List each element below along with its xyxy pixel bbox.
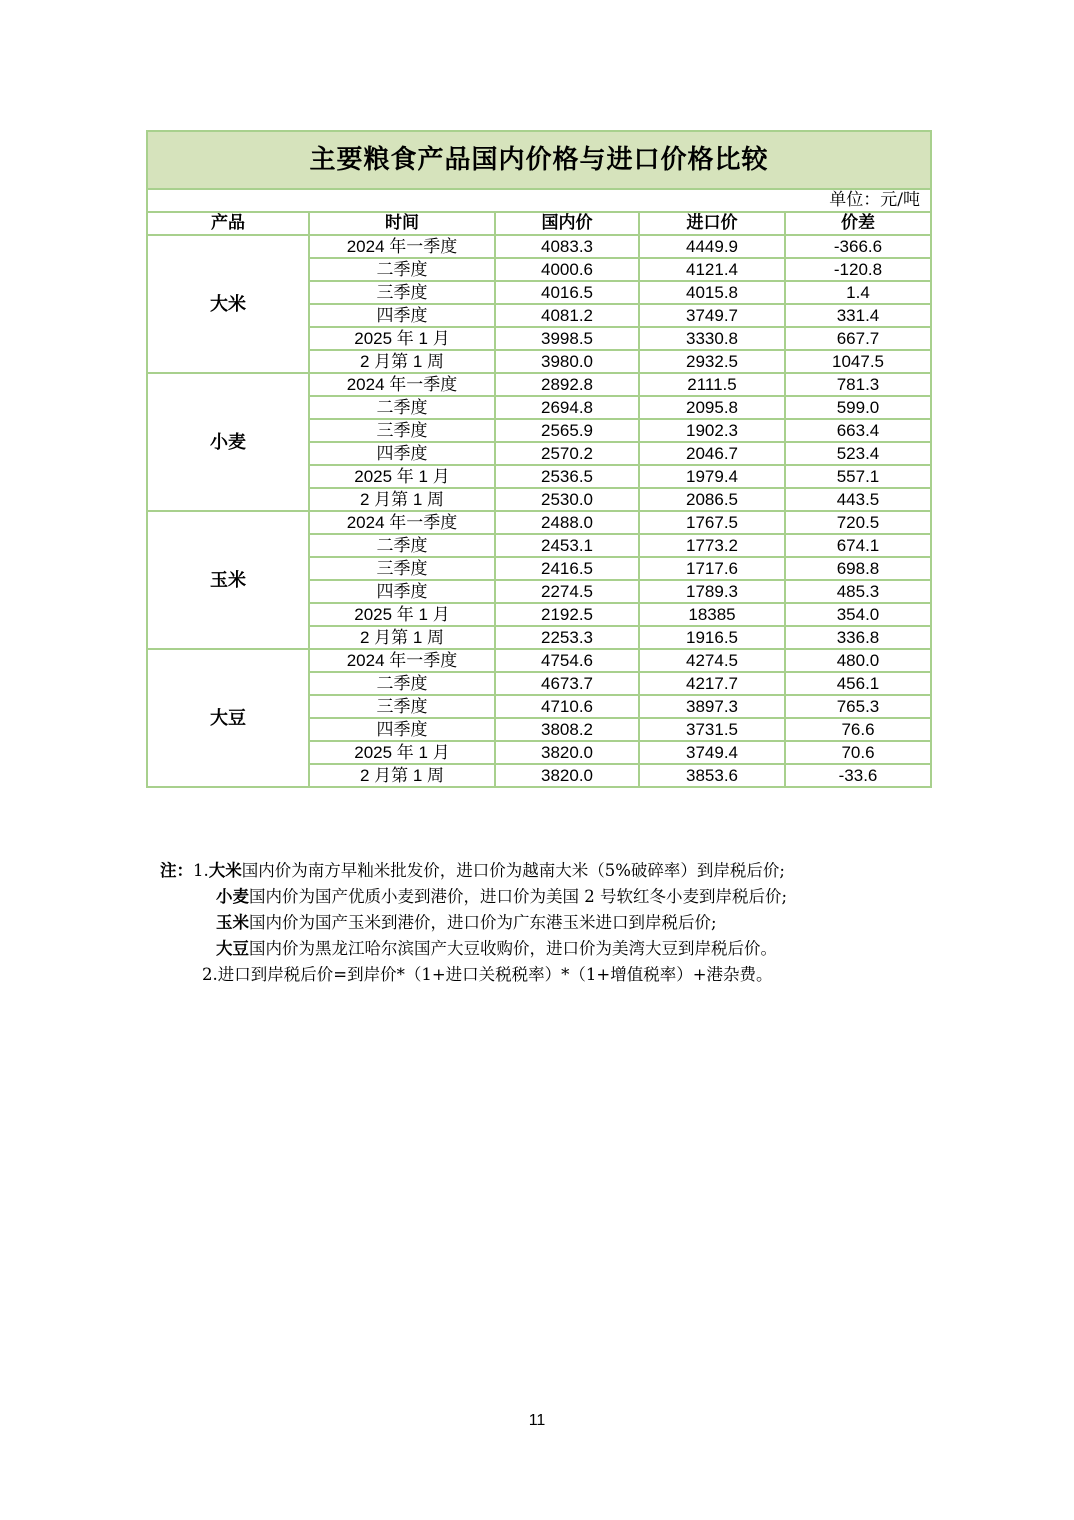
price-diff-cell: 663.4 bbox=[785, 419, 931, 442]
page-number: 11 bbox=[528, 1412, 546, 1429]
domestic-price-cell: 2565.9 bbox=[495, 419, 639, 442]
note-line-4 bbox=[160, 936, 940, 962]
import-price-cell: 2111.5 bbox=[639, 373, 785, 396]
time-cell: 四季度 bbox=[309, 304, 495, 327]
notes-section bbox=[160, 858, 940, 988]
time-cell: 2 月第 1 周 bbox=[309, 626, 495, 649]
import-price-cell: 2086.5 bbox=[639, 488, 785, 511]
domestic-price-cell: 3998.5 bbox=[495, 327, 639, 350]
note-1-number: 1. bbox=[193, 861, 209, 880]
import-price-cell: 1717.6 bbox=[639, 557, 785, 580]
domestic-price-cell: 2570.2 bbox=[495, 442, 639, 465]
domestic-price-cell: 4083.3 bbox=[495, 235, 639, 258]
time-cell: 三季度 bbox=[309, 695, 495, 718]
notes-label: 注： bbox=[160, 861, 193, 880]
price-diff-cell: -366.6 bbox=[785, 235, 931, 258]
price-diff-cell: 456.1 bbox=[785, 672, 931, 695]
price-diff-cell: 523.4 bbox=[785, 442, 931, 465]
domestic-price-cell: 2192.5 bbox=[495, 603, 639, 626]
time-cell: 2 月第 1 周 bbox=[309, 350, 495, 373]
time-cell: 2024 年一季度 bbox=[309, 649, 495, 672]
import-price-cell: 4274.5 bbox=[639, 649, 785, 672]
import-price-cell: 2046.7 bbox=[639, 442, 785, 465]
note-rice-text: 国内价为南方早籼米批发价，进口价为越南大米（5%破碎率）到岸税后价; bbox=[241, 861, 785, 880]
note-line-3 bbox=[160, 910, 940, 936]
table-title: 主要粮食产品国内价格与进口价格比较 bbox=[147, 131, 931, 189]
price-diff-cell: 443.5 bbox=[785, 488, 931, 511]
price-diff-cell: 480.0 bbox=[785, 649, 931, 672]
note-soybean-label: 大豆 bbox=[216, 939, 249, 958]
header-product: 产品 bbox=[147, 212, 309, 235]
import-price-cell: 4449.9 bbox=[639, 235, 785, 258]
unit-label: 单位：元/吨 bbox=[147, 189, 931, 212]
time-cell: 2025 年 1 月 bbox=[309, 327, 495, 350]
header-row bbox=[147, 212, 931, 235]
import-price-cell: 1902.3 bbox=[639, 419, 785, 442]
product-cell: 玉米 bbox=[147, 511, 309, 649]
table-body bbox=[147, 235, 931, 787]
import-price-cell: 1767.5 bbox=[639, 511, 785, 534]
domestic-price-cell: 2536.5 bbox=[495, 465, 639, 488]
import-price-cell: 4217.7 bbox=[639, 672, 785, 695]
domestic-price-cell: 2892.8 bbox=[495, 373, 639, 396]
import-price-cell: 1916.5 bbox=[639, 626, 785, 649]
import-price-cell: 1979.4 bbox=[639, 465, 785, 488]
time-cell: 2 月第 1 周 bbox=[309, 764, 495, 787]
price-diff-cell: 720.5 bbox=[785, 511, 931, 534]
domestic-price-cell: 4016.5 bbox=[495, 281, 639, 304]
domestic-price-cell: 2694.8 bbox=[495, 396, 639, 419]
time-cell: 2025 年 1 月 bbox=[309, 741, 495, 764]
domestic-price-cell: 2530.0 bbox=[495, 488, 639, 511]
time-cell: 2024 年一季度 bbox=[309, 235, 495, 258]
price-diff-cell: 557.1 bbox=[785, 465, 931, 488]
import-price-cell: 3330.8 bbox=[639, 327, 785, 350]
import-price-cell: 3749.4 bbox=[639, 741, 785, 764]
time-cell: 三季度 bbox=[309, 281, 495, 304]
import-price-cell: 3853.6 bbox=[639, 764, 785, 787]
note-wheat-text: 国内价为国产优质小麦到港价，进口价为美国 2 号软红冬小麦到岸税后价; bbox=[249, 887, 788, 906]
note-corn-text: 国内价为国产玉米到港价，进口价为广东港玉米进口到岸税后价; bbox=[249, 913, 717, 932]
price-diff-cell: 698.8 bbox=[785, 557, 931, 580]
note-rice-label: 大米 bbox=[208, 861, 242, 880]
note-formula-text: 2.进口到岸税后价=到岸价*（1+进口关税税率）*（1+增值税率）+港杂费。 bbox=[202, 965, 773, 984]
price-diff-cell: -33.6 bbox=[785, 764, 931, 787]
domestic-price-cell: 3820.0 bbox=[495, 764, 639, 787]
price-comparison-table-wrapper bbox=[146, 130, 930, 788]
domestic-price-cell: 3820.0 bbox=[495, 741, 639, 764]
domestic-price-cell: 2416.5 bbox=[495, 557, 639, 580]
header-time: 时间 bbox=[309, 212, 495, 235]
header-price-diff: 价差 bbox=[785, 212, 931, 235]
header-domestic-price: 国内价 bbox=[495, 212, 639, 235]
domestic-price-cell: 3808.2 bbox=[495, 718, 639, 741]
note-corn-label: 玉米 bbox=[216, 913, 249, 932]
time-cell: 2025 年 1 月 bbox=[309, 465, 495, 488]
domestic-price-cell: 2453.1 bbox=[495, 534, 639, 557]
note-line-2 bbox=[160, 884, 940, 910]
domestic-price-cell: 4081.2 bbox=[495, 304, 639, 327]
domestic-price-cell: 4754.6 bbox=[495, 649, 639, 672]
import-price-cell: 3731.5 bbox=[639, 718, 785, 741]
time-cell: 四季度 bbox=[309, 580, 495, 603]
price-diff-cell: 354.0 bbox=[785, 603, 931, 626]
note-wheat-label: 小麦 bbox=[216, 887, 249, 906]
price-diff-cell: 599.0 bbox=[785, 396, 931, 419]
import-price-cell: 1789.3 bbox=[639, 580, 785, 603]
time-cell: 二季度 bbox=[309, 396, 495, 419]
price-comparison-table bbox=[146, 130, 932, 788]
note-line-5 bbox=[160, 962, 940, 988]
time-cell: 2024 年一季度 bbox=[309, 373, 495, 396]
domestic-price-cell: 4710.6 bbox=[495, 695, 639, 718]
domestic-price-cell: 2253.3 bbox=[495, 626, 639, 649]
price-diff-cell: 485.3 bbox=[785, 580, 931, 603]
note-line-1 bbox=[160, 858, 940, 884]
table-row bbox=[147, 235, 931, 258]
price-diff-cell: 336.8 bbox=[785, 626, 931, 649]
domestic-price-cell: 4000.6 bbox=[495, 258, 639, 281]
domestic-price-cell: 3980.0 bbox=[495, 350, 639, 373]
import-price-cell: 4015.8 bbox=[639, 281, 785, 304]
time-cell: 二季度 bbox=[309, 534, 495, 557]
time-cell: 三季度 bbox=[309, 419, 495, 442]
domestic-price-cell: 2274.5 bbox=[495, 580, 639, 603]
price-diff-cell: 667.7 bbox=[785, 327, 931, 350]
time-cell: 四季度 bbox=[309, 442, 495, 465]
import-price-cell: 3897.3 bbox=[639, 695, 785, 718]
time-cell: 二季度 bbox=[309, 258, 495, 281]
table-row bbox=[147, 373, 931, 396]
import-price-cell: 18385 bbox=[639, 603, 785, 626]
price-diff-cell: 1047.5 bbox=[785, 350, 931, 373]
time-cell: 2 月第 1 周 bbox=[309, 488, 495, 511]
price-diff-cell: 765.3 bbox=[785, 695, 931, 718]
time-cell: 二季度 bbox=[309, 672, 495, 695]
price-diff-cell: 70.6 bbox=[785, 741, 931, 764]
time-cell: 四季度 bbox=[309, 718, 495, 741]
price-diff-cell: -120.8 bbox=[785, 258, 931, 281]
price-diff-cell: 781.3 bbox=[785, 373, 931, 396]
price-diff-cell: 331.4 bbox=[785, 304, 931, 327]
domestic-price-cell: 2488.0 bbox=[495, 511, 639, 534]
product-cell: 大米 bbox=[147, 235, 309, 373]
price-diff-cell: 1.4 bbox=[785, 281, 931, 304]
table-row bbox=[147, 649, 931, 672]
import-price-cell: 2095.8 bbox=[639, 396, 785, 419]
product-cell: 小麦 bbox=[147, 373, 309, 511]
import-price-cell: 3749.7 bbox=[639, 304, 785, 327]
header-import-price: 进口价 bbox=[639, 212, 785, 235]
import-price-cell: 4121.4 bbox=[639, 258, 785, 281]
time-cell: 三季度 bbox=[309, 557, 495, 580]
price-diff-cell: 76.6 bbox=[785, 718, 931, 741]
price-diff-cell: 674.1 bbox=[785, 534, 931, 557]
product-cell: 大豆 bbox=[147, 649, 309, 787]
table-row bbox=[147, 511, 931, 534]
import-price-cell: 2932.5 bbox=[639, 350, 785, 373]
import-price-cell: 1773.2 bbox=[639, 534, 785, 557]
time-cell: 2024 年一季度 bbox=[309, 511, 495, 534]
time-cell: 2025 年 1 月 bbox=[309, 603, 495, 626]
domestic-price-cell: 4673.7 bbox=[495, 672, 639, 695]
note-soybean-text: 国内价为黑龙江哈尔滨国产大豆收购价，进口价为美湾大豆到岸税后价。 bbox=[249, 939, 777, 958]
